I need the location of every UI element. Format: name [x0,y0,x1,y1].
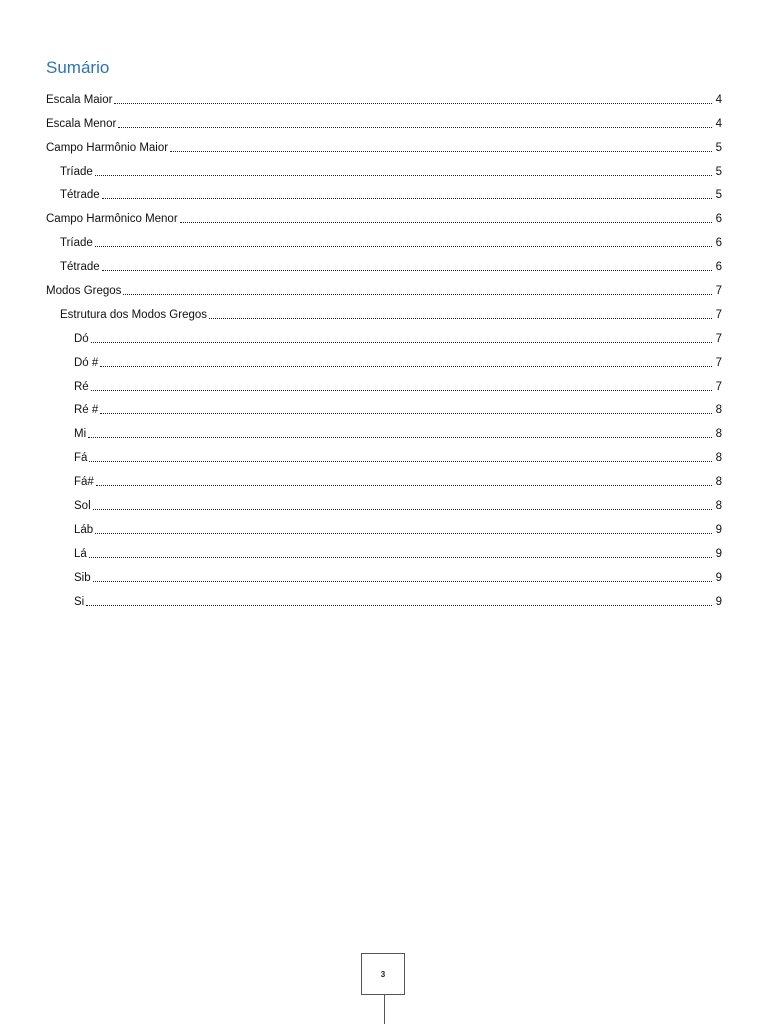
toc-entry[interactable] [46,370,722,394]
toc-entry[interactable] [46,107,722,131]
toc-entry-label: Tétrade [60,189,100,202]
toc-entry[interactable] [46,513,722,537]
toc-entry-label: Modos Gregos [46,285,122,298]
toc-dot-leader [93,581,712,582]
toc-entry-label: Escala Maior [46,93,113,106]
toc-entry-label: Tríade [60,165,93,178]
toc-entry-page-number: 6 [715,261,722,274]
toc-dot-leader [114,103,712,104]
page-title: Sumário [46,58,110,77]
toc-entry-label: Sol [74,500,91,513]
toc-entry[interactable] [46,202,722,226]
toc-entry[interactable] [46,394,722,418]
toc-entry-page-number: 8 [715,500,722,513]
toc-entry-page-number: 6 [715,213,722,226]
toc-entry[interactable] [46,131,722,155]
toc-entry-page-number: 5 [715,141,722,154]
toc-entry[interactable] [46,322,722,346]
toc-entry[interactable] [46,417,722,441]
toc-entry-page-number: 5 [715,165,722,178]
toc-entry-page-number: 6 [715,237,722,250]
page-number-connector [384,995,385,1024]
toc-dot-leader [123,294,712,295]
toc-dot-leader [89,557,712,558]
toc-entry[interactable] [46,585,722,609]
toc-entry-page-number: 7 [715,356,722,369]
toc-entry-page-number: 8 [715,452,722,465]
toc-entry[interactable] [46,346,722,370]
toc-entry[interactable] [46,298,722,322]
toc-dot-leader [89,461,712,462]
page-number: 3 [361,953,405,995]
table-of-contents [46,83,722,609]
toc-entry[interactable] [46,226,722,250]
toc-dot-leader [88,437,712,438]
toc-entry[interactable] [46,441,722,465]
toc-dot-leader [95,533,712,534]
toc-entry-label: Estrutura dos Modos Gregos [60,308,208,321]
toc-entry-label: Lá [74,547,87,560]
toc-dot-leader [96,485,712,486]
toc-entry-page-number: 9 [715,547,722,560]
toc-dot-leader [91,390,712,391]
toc-entry-label: Ré # [74,404,99,417]
toc-entry-label: Dó # [74,356,99,369]
toc-dot-leader [93,509,712,510]
toc-entry[interactable] [46,155,722,179]
toc-dot-leader [118,127,712,128]
toc-entry-label: Fá# [74,476,94,489]
toc-entry-label: Ré [74,380,89,393]
toc-entry-page-number: 9 [715,571,722,584]
toc-entry-label: Campo Harmônico Menor [46,213,178,226]
toc-entry-label: Láb [74,523,94,536]
toc-entry-page-number: 8 [715,476,722,489]
toc-dot-leader [102,270,712,271]
toc-entry-label: Dó [74,332,89,345]
toc-entry-page-number: 7 [715,332,722,345]
toc-entry-page-number: 9 [715,595,722,608]
toc-entry[interactable] [46,250,722,274]
toc-dot-leader [100,366,712,367]
toc-entry-label: Fá [74,452,88,465]
toc-entry-page-number: 5 [715,189,722,202]
toc-entry-label: Sib [74,571,91,584]
toc-entry-page-number: 7 [715,285,722,298]
toc-entry-label: Tríade [60,237,93,250]
toc-entry-label: Campo Harmônio Maior [46,141,169,154]
toc-dot-leader [95,175,712,176]
toc-entry-label: Escala Menor [46,117,117,130]
toc-entry-label: Mi [74,428,87,441]
toc-entry-page-number: 4 [715,93,722,106]
toc-dot-leader [95,246,712,247]
toc-entry[interactable] [46,561,722,585]
toc-entry-page-number: 8 [715,404,722,417]
toc-entry-page-number: 8 [715,428,722,441]
toc-entry[interactable] [46,179,722,203]
toc-entry[interactable] [46,465,722,489]
toc-entry-label: Si [74,595,85,608]
toc-dot-leader [100,413,712,414]
toc-entry[interactable] [46,83,722,107]
toc-entry-page-number: 7 [715,308,722,321]
toc-dot-leader [170,151,712,152]
toc-entry[interactable] [46,537,722,561]
toc-dot-leader [91,342,712,343]
toc-dot-leader [209,318,712,319]
toc-dot-leader [180,222,712,223]
toc-entry[interactable] [46,274,722,298]
toc-dot-leader [86,605,712,606]
toc-entry-label: Tétrade [60,261,100,274]
toc-entry[interactable] [46,489,722,513]
toc-dot-leader [102,198,712,199]
toc-entry-page-number: 7 [715,380,722,393]
toc-entry-page-number: 4 [715,117,722,130]
toc-entry-page-number: 9 [715,523,722,536]
